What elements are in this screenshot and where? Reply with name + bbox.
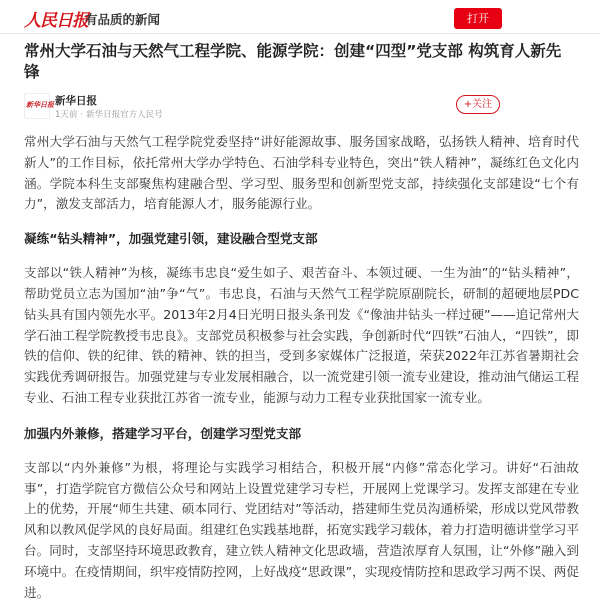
meta-separator: · (80, 110, 84, 120)
article-body (24, 132, 579, 603)
publisher-source: 新华日报官方人民号 (86, 110, 163, 120)
avatar[interactable] (24, 93, 54, 119)
intro-paragraph: 常州大学石油与天然气工程学院党委坚持“讲好能源故事、服务国家战略，弘扬铁人精神、培育时代新人”的工作目标，依托常州大学办学特色、石油学科专业特色，突出“铁人精神”，凝练红色文化内涵。学院本科生支部聚焦构建融合型、学习型、服务型和创新型党支部，持续强化支部建设“七个有力”，激发支部活力，培育能源人才，服务能源行业。 (24, 134, 579, 212)
open-app-button[interactable]: 打开 (454, 8, 502, 29)
section-title-1: 凝练“钻头精神”，加强党建引领，建设融合型党支部 (24, 231, 318, 247)
brand-logo[interactable]: 人民日报 (24, 11, 88, 31)
author-name[interactable]: 新华日报 (55, 95, 97, 107)
follow-button[interactable]: +关注 (456, 95, 500, 114)
article-title: 常州大学石油与天然气工程学院、能源学院：创建“四型”党支部 构筑育人新先锋 (24, 42, 562, 81)
section-2-paragraph: 支部以“内外兼修”为根，将理论与实践学习相结合，积极开展“内修”常态化学习。讲好“石油故事”，打造学院官方微信公众号和网站上设置党建学习专栏，开展网上党课学习。发挥支部建在专业上的优势，开展“师生共建、硕本同行、党团结对”等活动，搭建师生党员沟通桥梁，形成以党风带教风和以教风促学风的良好局面。组建红色实践基地群，拓宽实践学习载体，着力打造明德讲堂学习平台。同时，支部坚持环境思政教育，建立铁人精神文化思政墙，营造浓厚育人氛围，让“外修”融入到环境中。在疫情期间，织牢疫情防控网，上好战疫“思政课”，实现疫情防控和思政学习两不误、两促进。 (24, 459, 579, 600)
brand-slogan: 有品质的新闻 (85, 12, 161, 27)
publish-time: 1天前 (55, 110, 78, 120)
top-bar (0, 0, 600, 34)
avatar-logo: 新华日报 (26, 100, 54, 109)
section-1-paragraph: 支部以“铁人精神”为核，凝练韦忠良“爱生如子、艰苦奋斗、本领过硬、一生为油”的“钻头精神”，帮助党员立志为国加“油”争“气”。韦忠良，石油与天然气工程学院原副院长，研制的超硬地层PDC钻头具有国内领先水平。2013年2月4日光明日报头条刊发《“像油井钻头一样过硬”——追记常州大学石油工程学院教授韦忠良》。支部党员积极参与社会实践，争创新时代“四铁”石油人，“四铁”，即铁的信仰、铁的纪律、铁的精神、铁的担当，受到多家媒体广泛报道，荣获2022年江苏省暑期社会实践优秀调研报告。加强党建与专业发展相融合，以一流党建引领一流专业建设，推动油气储运工程专业、石油工程专业获批江苏省一流专业，能源与动力工程专业获批国家一流专业。 (24, 265, 579, 405)
article-meta (55, 108, 163, 120)
section-title-2: 加强内外兼修，搭建学习平台，创建学习型党支部 (24, 425, 302, 441)
author-row (24, 93, 576, 123)
